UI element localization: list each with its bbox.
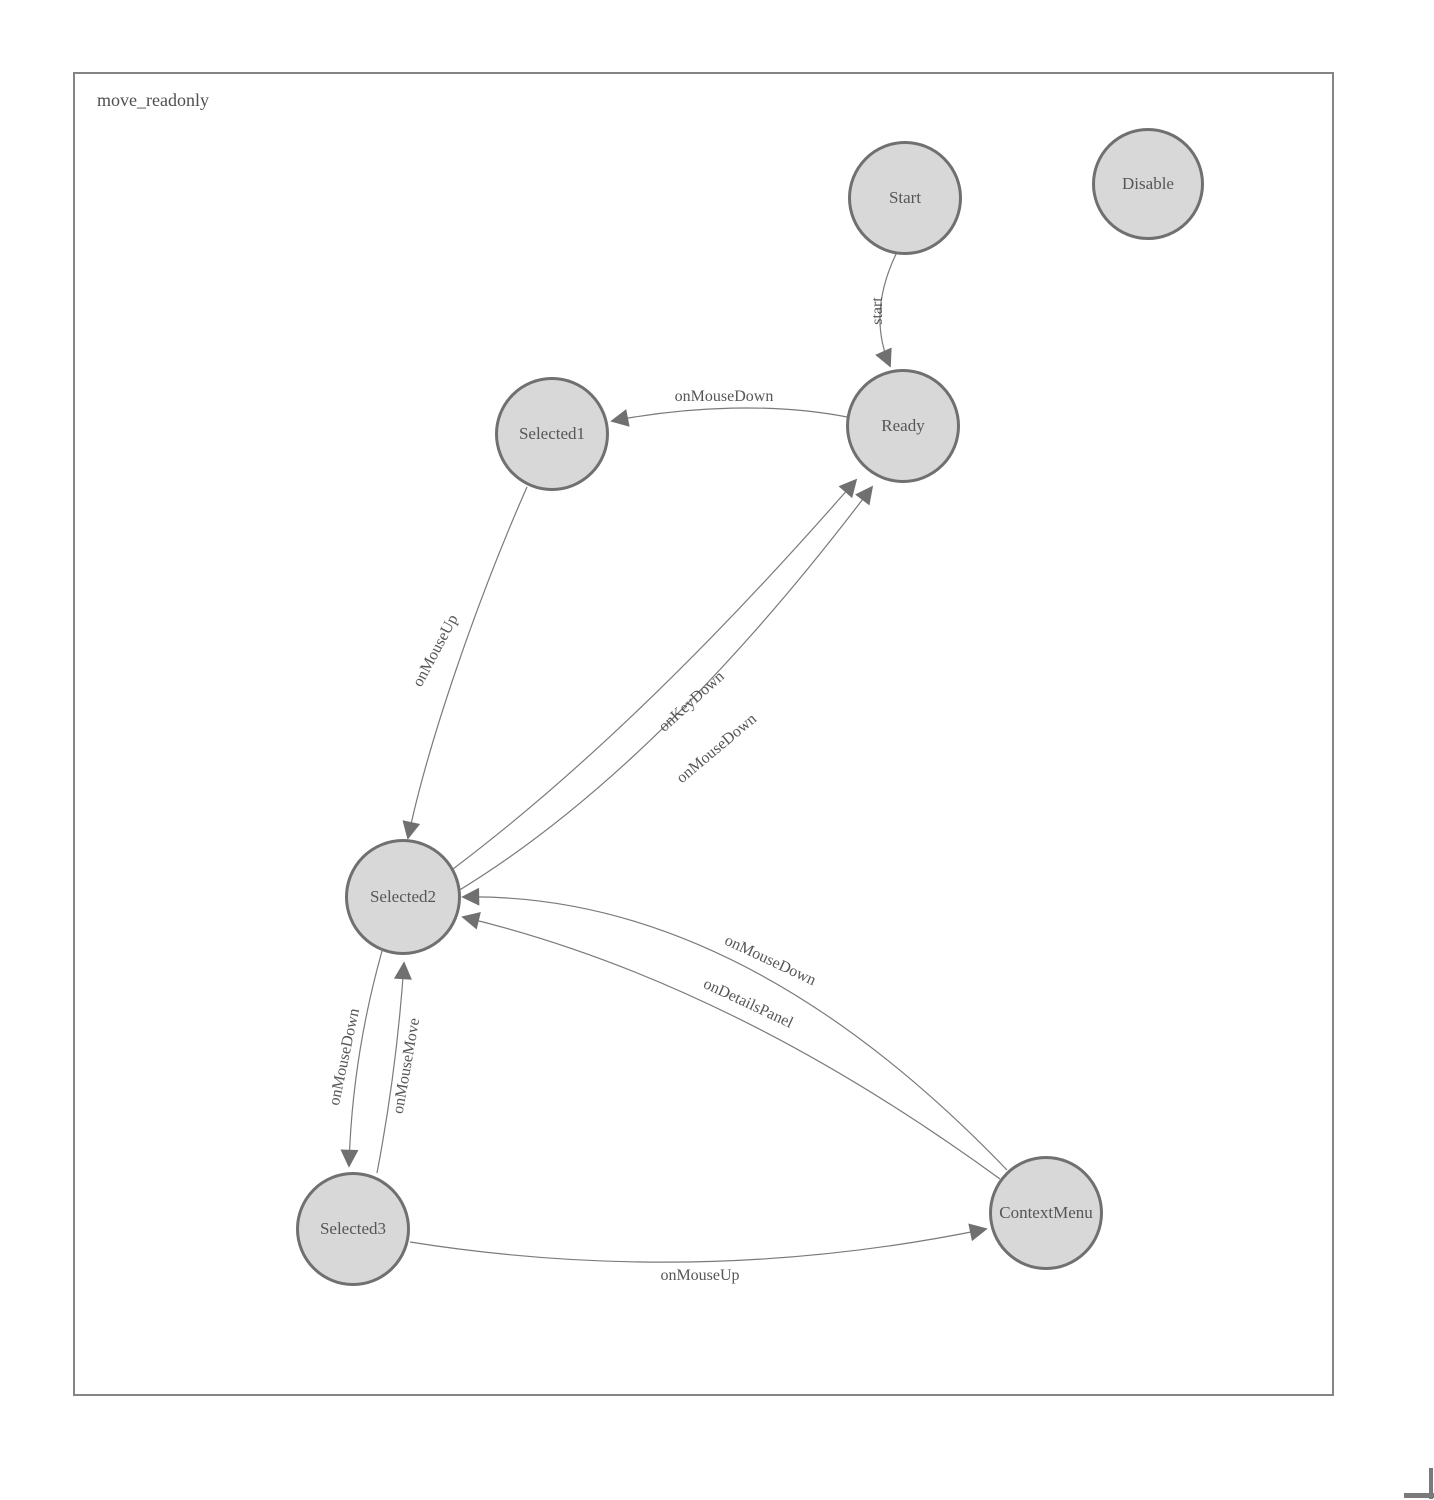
state-node-Start[interactable] [848, 141, 962, 255]
state-node-ContextMenu[interactable] [989, 1156, 1103, 1270]
transition-label-ContextMenu-to-Selected2: onMouseDown [721, 931, 819, 990]
state-node-Selected3[interactable] [296, 1172, 410, 1286]
state-node-label: ContextMenu [999, 1203, 1093, 1222]
state-node-label: Selected1 [518, 424, 586, 443]
state-node-Selected2[interactable] [345, 839, 461, 955]
state-node-Selected1[interactable] [495, 377, 609, 491]
state-node-Ready[interactable] [846, 369, 960, 483]
transition-label-Selected2-to-Ready: onKeyDown [655, 667, 728, 736]
transition-Selected2-to-Ready[interactable] [453, 480, 856, 869]
state-node-label: Disable [1122, 174, 1174, 193]
transition-label-Selected2-to-Ready: onMouseDown [673, 710, 760, 787]
transition-label-Selected1-to-Selected2: onMouseUp [409, 611, 462, 690]
transition-label-Start-to-Ready: start [869, 297, 886, 325]
transition-label-Selected2-to-Selected3: onMouseDown [325, 1006, 364, 1107]
state-node-label: Selected2 [369, 887, 437, 906]
state-node-Disable[interactable] [1092, 128, 1204, 240]
transition-Selected2-to-Selected3[interactable] [349, 951, 382, 1166]
transition-label-ContextMenu-to-Selected2: onDetailsPanel [700, 975, 796, 1032]
state-node-label: Start [888, 188, 922, 207]
state-node-label: Selected3 [319, 1219, 387, 1238]
transition-Selected3-to-ContextMenu[interactable] [410, 1229, 986, 1262]
adjacent-frame-corner-horizontal [1404, 1493, 1434, 1498]
transition-label-Ready-to-Selected1: onMouseDown [674, 388, 774, 405]
transition-Ready-to-Selected1[interactable] [612, 408, 847, 421]
diagram-title: move_readonly [97, 90, 209, 110]
transition-label-Selected3-to-ContextMenu: onMouseUp [660, 1267, 740, 1284]
transition-Selected2-to-Ready[interactable] [458, 487, 872, 891]
state-node-label: Ready [881, 416, 925, 435]
transition-ContextMenu-to-Selected2[interactable] [463, 917, 1000, 1179]
transition-label-Selected3-to-Selected2: onMouseMove [389, 1016, 424, 1116]
